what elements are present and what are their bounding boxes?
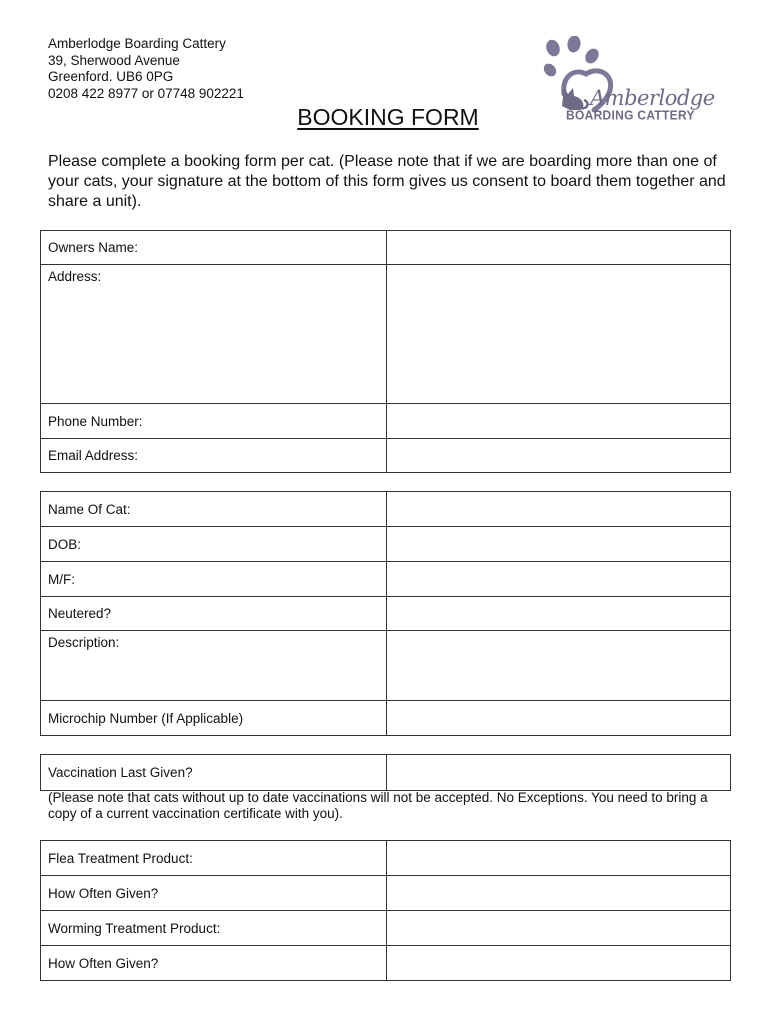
flea-treatment-field[interactable]: [387, 841, 731, 876]
worming-treatment-label: Worming Treatment Product:: [41, 911, 387, 946]
address-line: Amberlodge Boarding Cattery: [48, 36, 226, 51]
vaccination-note: (Please note that cats without up to date vaccinations will not be accepted. No Exceptions. You need to bring a copy of a current vaccination certificate with you).: [48, 790, 708, 821]
table-row: [41, 562, 731, 597]
neutered-label: Neutered?: [41, 597, 387, 631]
table-row: [41, 527, 731, 562]
table-row: [41, 841, 731, 876]
sex-label: M/F:: [41, 562, 387, 597]
description-label: Description:: [41, 631, 387, 701]
worming-frequency-label: How Often Given?: [41, 946, 387, 981]
table-row: [41, 911, 731, 946]
treatment-table: [40, 840, 731, 981]
owners-name-field[interactable]: [387, 231, 731, 265]
sex-field[interactable]: [387, 562, 731, 597]
table-row: [41, 876, 731, 911]
page-title: BOOKING FORM: [297, 104, 479, 130]
microchip-field[interactable]: [387, 701, 731, 736]
intro-text: Please complete a booking form per cat. (Please note that if we are boarding more than one of your cats, your signature at the bottom of this form gives us consent to board them together and share a unit).: [48, 153, 726, 210]
table-row: [41, 755, 731, 791]
email-address-label: Email Address:: [41, 439, 387, 473]
flea-frequency-field[interactable]: [387, 876, 731, 911]
owners-name-label: Owners Name:: [41, 231, 387, 265]
microchip-label: Microchip Number (If Applicable): [41, 701, 387, 736]
address-line: Greenford. UB6 0PG: [48, 69, 174, 85]
owner-details-table: [40, 230, 731, 473]
description-field[interactable]: [387, 631, 731, 701]
table-row: [41, 701, 731, 736]
table-row: [41, 439, 731, 473]
logo-wordmark: Amberlodge: [590, 86, 715, 110]
dob-field[interactable]: [387, 527, 731, 562]
vaccination-field[interactable]: [387, 755, 731, 791]
cat-name-field[interactable]: [387, 492, 731, 527]
address-field[interactable]: [387, 265, 731, 404]
phone-line: 0208 422 8977 or 07748 902221: [48, 85, 244, 101]
worming-frequency-field[interactable]: [387, 946, 731, 981]
table-row: [41, 946, 731, 981]
vaccination-table: [40, 754, 731, 791]
vaccination-label: Vaccination Last Given?: [41, 755, 387, 791]
cattery-address: [48, 36, 244, 102]
table-row: [41, 597, 731, 631]
phone-number-label: Phone Number:: [41, 404, 387, 439]
dob-label: DOB:: [41, 527, 387, 562]
table-row: [41, 265, 731, 404]
worming-treatment-field[interactable]: [387, 911, 731, 946]
neutered-field[interactable]: [387, 597, 731, 631]
email-address-field[interactable]: [387, 439, 731, 473]
address-line: 39, Sherwood Avenue: [48, 52, 180, 68]
table-row: [41, 492, 731, 527]
flea-treatment-label: Flea Treatment Product:: [41, 841, 387, 876]
table-row: [41, 231, 731, 265]
phone-number-field[interactable]: [387, 404, 731, 439]
cat-details-table: [40, 491, 731, 736]
address-label: Address:: [41, 265, 387, 404]
logo-subtitle: BOARDING CATTERY: [566, 107, 695, 123]
cat-name-label: Name Of Cat:: [41, 492, 387, 527]
table-row: [41, 631, 731, 701]
flea-frequency-label: How Often Given?: [41, 876, 387, 911]
table-row: [41, 404, 731, 439]
